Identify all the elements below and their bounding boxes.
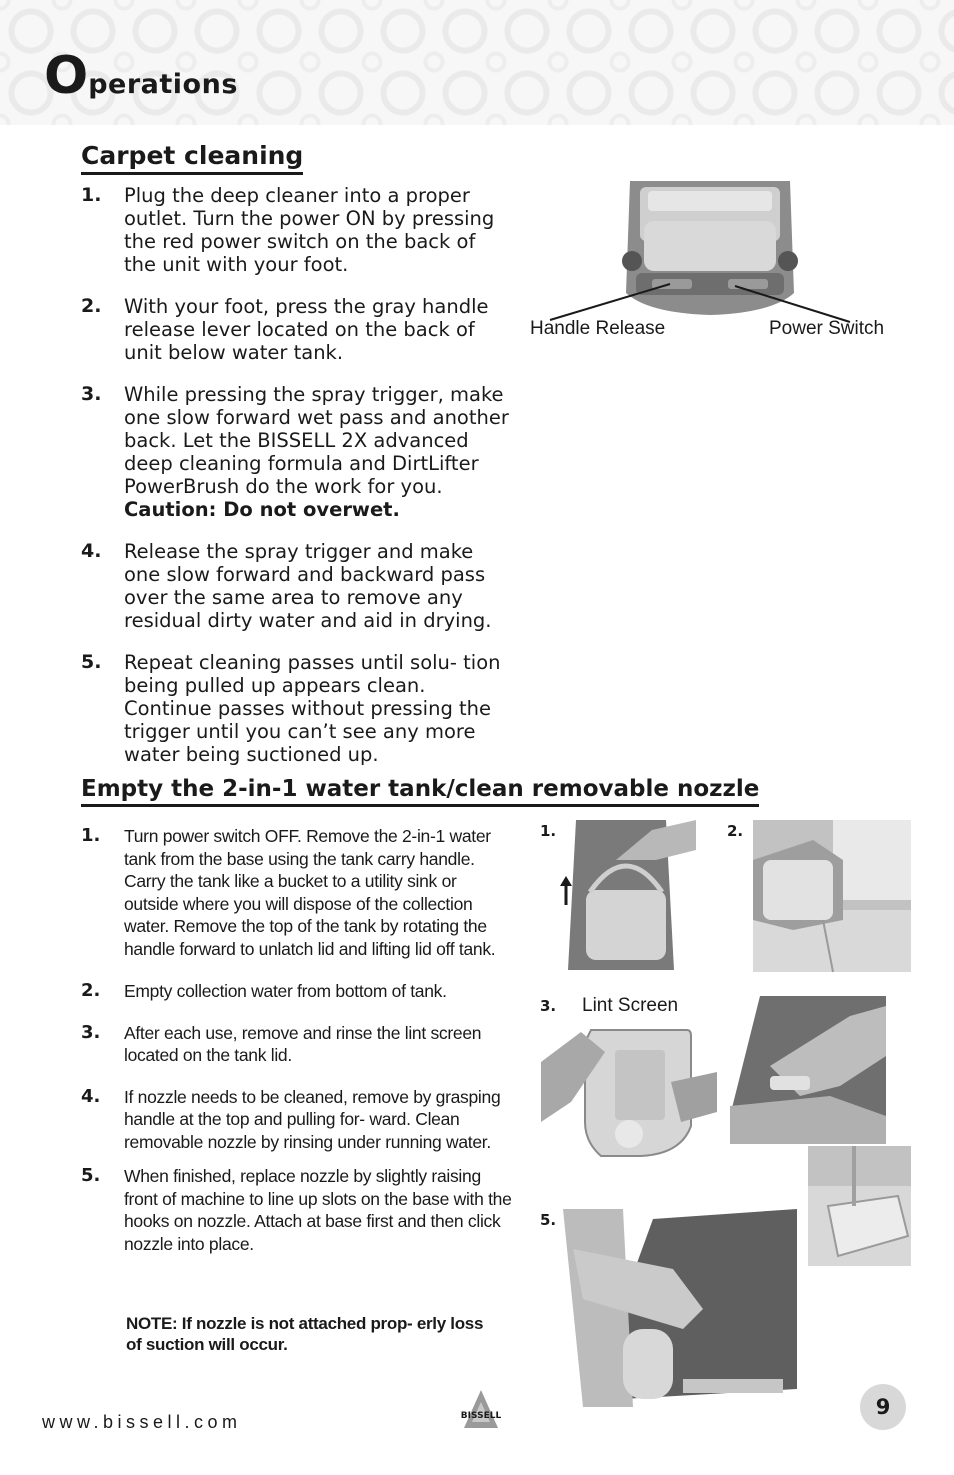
- nozzle-rinse-photo: [808, 1146, 911, 1266]
- step-text: After each use, remove and rinse the lint screen located on the tank lid.: [124, 1022, 482, 1065]
- list-item: [81, 295, 511, 364]
- bissell-logo: [446, 1388, 516, 1436]
- lint-screen-photo: [541, 1022, 717, 1158]
- step-text: If nozzle needs to be cleaned, remove by grasping handle at the top and pulling for- ward. Clean removable nozzle by rinsing under running water.: [124, 1086, 501, 1152]
- tank-removal-photo: [556, 820, 696, 970]
- step-number: 2.: [81, 295, 102, 317]
- photo-number: 3.: [540, 997, 557, 1015]
- list-item: [81, 540, 511, 632]
- list-item: [81, 980, 513, 1003]
- step-number: 2.: [81, 980, 101, 1001]
- page-number: 9: [860, 1384, 906, 1430]
- step-number: 1.: [81, 184, 102, 206]
- step-text: Empty collection water from bottom of tank.: [124, 981, 447, 1001]
- power-switch-label: Power Switch: [769, 318, 885, 339]
- handle-release-label: Handle Release: [530, 318, 666, 339]
- step-number: 3.: [81, 383, 102, 405]
- step-text: Repeat cleaning passes until solu- tion being pulled up appears clean. Continue passes without pressing the trigger until you can’t see any more water being suctioned up.: [124, 651, 501, 766]
- carpet-cleaning-heading: Carpet cleaning: [81, 141, 303, 175]
- step-number: 1.: [81, 825, 101, 846]
- empty-tank-heading: Empty the 2-in-1 water tank/clean removable nozzle: [81, 776, 759, 807]
- photo-number: 5.: [540, 1211, 557, 1229]
- nozzle-removal-photo: [730, 996, 886, 1144]
- photo-number: 2.: [727, 822, 744, 840]
- lint-screen-label: Lint Screen: [582, 995, 679, 1016]
- step-text: With your foot, press the gray handle release lever located on the back of unit below water tank.: [124, 295, 489, 364]
- step-text: While pressing the spray trigger, make one slow forward wet pass and another back. Let the BISSELL 2X advanced deep cleaning formula and DirtLifter PowerBrush do the work for you.: [124, 383, 509, 498]
- step-number: 5.: [81, 1165, 101, 1186]
- nozzle-replace-photo: [563, 1209, 797, 1407]
- caution-text: Caution: Do not overwet.: [124, 498, 400, 521]
- sink-pour-photo: [753, 820, 911, 972]
- step-text: When finished, replace nozzle by slightly raising front of machine to line up slots on the base with the hooks on nozzle. Attach at base first and then click nozzle into place.: [124, 1166, 512, 1254]
- photo-number: 1.: [540, 822, 557, 840]
- step-number: 4.: [81, 540, 102, 562]
- empty-tank-steps: [81, 825, 513, 1255]
- step-number: 5.: [81, 651, 102, 673]
- list-item: [81, 1165, 513, 1255]
- footer-url: www.bissell.com: [42, 1412, 242, 1432]
- step-text: Release the spray trigger and make one slow forward and backward pass over the same area to remove any residual dirty water and aid in drying.: [124, 540, 492, 632]
- carpet-cleaning-steps: [81, 184, 511, 785]
- list-item: [81, 1022, 513, 1067]
- list-item: [81, 825, 513, 960]
- step-text: Turn power switch OFF. Remove the 2-in-1 water tank from the base using the tank carry handle. Carry the tank like a bucket to a utility sink or outside where you will dispose of the collection water. Remove the top of the tank by rotating the handle forward to unlatch lid and lifting lid off tank.: [124, 826, 496, 959]
- step-number: 4.: [81, 1085, 101, 1107]
- step-number: 3.: [81, 1021, 101, 1043]
- nozzle-note: NOTE: If nozzle is not attached prop- erly loss of suction will occur.: [126, 1314, 484, 1354]
- list-item: [81, 651, 511, 766]
- list-item: [81, 184, 511, 276]
- page-title: Operations: [44, 46, 238, 106]
- step-text: Plug the deep cleaner into a proper outlet. Turn the power ON by pressing the red power switch on the back of the unit with your foot.: [124, 184, 495, 276]
- list-item: [81, 1086, 513, 1154]
- logo-text: BISSELL: [460, 1411, 502, 1421]
- list-item: [81, 383, 511, 521]
